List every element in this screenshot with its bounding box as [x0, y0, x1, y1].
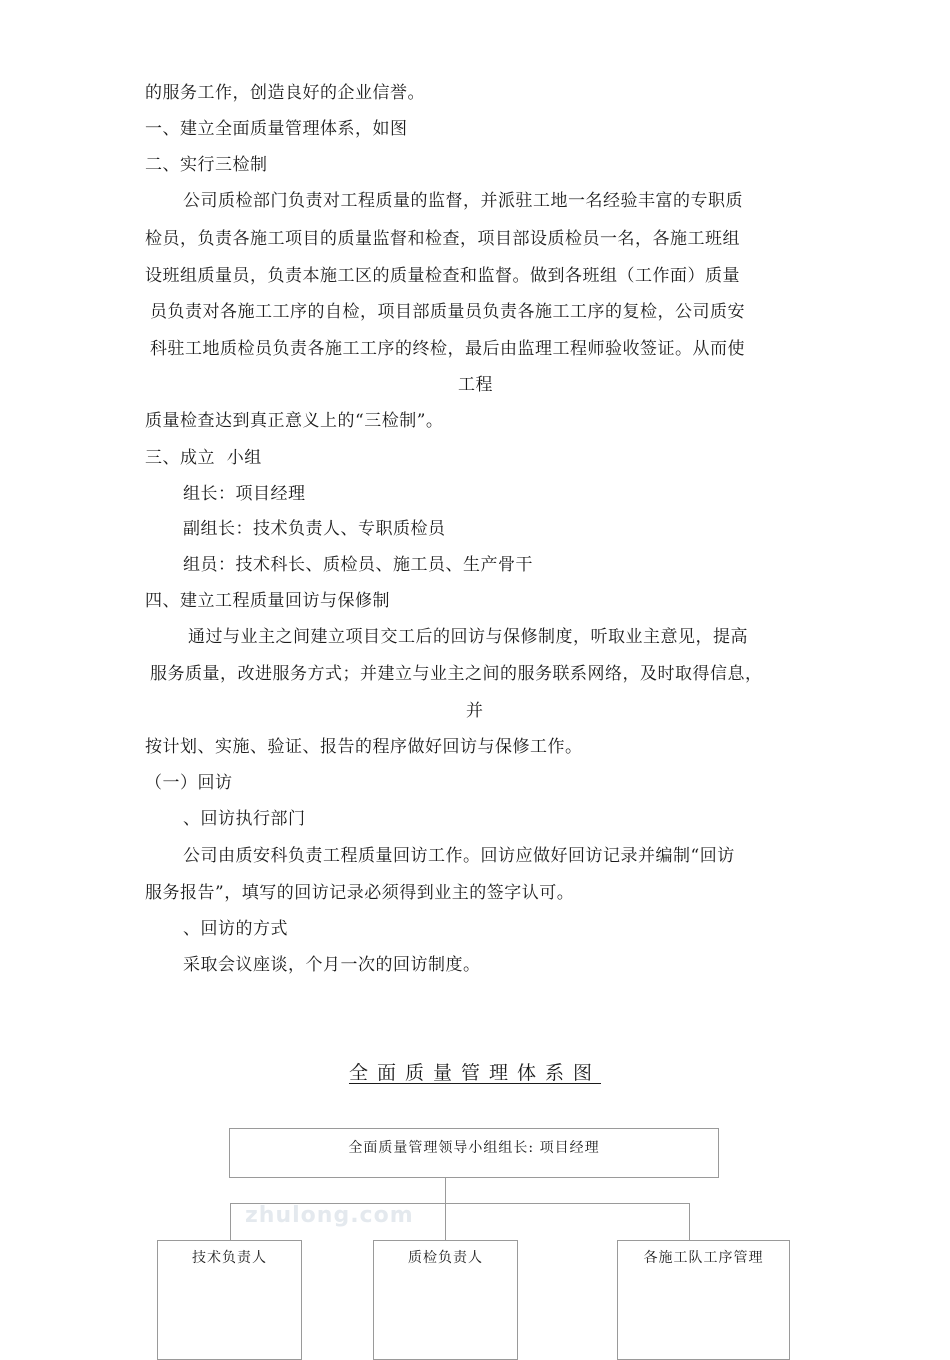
child-box-label: 各施工队工序管理: [643, 1250, 764, 1266]
child-box-label: 技术负责人: [192, 1250, 267, 1266]
connector-line: [445, 1178, 446, 1240]
top-box: [229, 1128, 719, 1178]
text-line: 组员：技术科长、质检员、施工员、生产骨干: [183, 555, 533, 575]
text-line: 并: [466, 701, 484, 721]
child-box: [157, 1240, 302, 1360]
text-line: 工程: [458, 375, 493, 395]
text-line: 科驻工地质检员负责各施工工序的终检，最后由监理工程师验收签证。从而使: [150, 339, 745, 359]
section-heading: 三、成立 小组: [145, 448, 262, 468]
top-box-label: 全面质量管理领导小组组长: 项目经理: [348, 1140, 600, 1156]
text-line: 通过与业主之间建立项目交工后的回访与保修制度，听取业主意见，提高: [188, 627, 748, 647]
text-line: 采取会议座谈，个月一次的回访制度。: [183, 955, 481, 975]
child-box: [617, 1240, 790, 1360]
text-line: 设班组质量员，负责本施工区的质量检查和监督。做到各班组（工作面）质量: [145, 266, 740, 286]
text-line: 服务报告”，填写的回访记录必须得到业主的签字认可。: [145, 883, 575, 903]
child-box-label: 质检负责人: [408, 1250, 483, 1266]
connector-line: [230, 1203, 231, 1240]
text-line: 二、实行三检制: [145, 155, 268, 175]
diagram-title: 全面质量管理体系图: [348, 1062, 601, 1084]
text-line: 组长：项目经理: [183, 484, 306, 504]
text-line: 副组长：技术负责人、专职质检员: [183, 519, 446, 539]
subsection-heading: 、回访的方式: [183, 919, 288, 939]
text-line: 公司质检部门负责对工程质量的监督，并派驻工地一名经验丰富的专职质: [183, 191, 743, 211]
text-line: 质量检查达到真正意义上的“三检制”。: [145, 411, 444, 431]
text-line: 检员，负责各施工项目的质量监督和检查，项目部设质检员一名，各施工班组: [145, 229, 740, 249]
text-line: 按计划、实施、验证、报告的程序做好回访与保修工作。: [145, 737, 583, 757]
text-line: 公司由质安科负责工程质量回访工作。回访应做好回访记录并编制“回访: [183, 846, 735, 866]
watermark: zhulong.com: [245, 1203, 414, 1228]
connector-line: [689, 1203, 690, 1240]
text-line: 员负责对各施工工序的自检，项目部质量员负责各施工工序的复检，公司质安: [150, 302, 745, 322]
text-line: 服务质量，改进服务方式；并建立与业主之间的服务联系网络，及时取得信息，: [150, 664, 763, 684]
text-line: 的服务工作，创造良好的企业信誉。: [145, 83, 425, 103]
subsection-heading: 、回访执行部门: [183, 809, 306, 829]
text-line: 一、建立全面质量管理体系，如图: [145, 119, 408, 139]
section-heading: （一）回访: [145, 773, 233, 793]
section-heading: 四、建立工程质量回访与保修制: [145, 591, 390, 611]
child-box: [373, 1240, 518, 1360]
